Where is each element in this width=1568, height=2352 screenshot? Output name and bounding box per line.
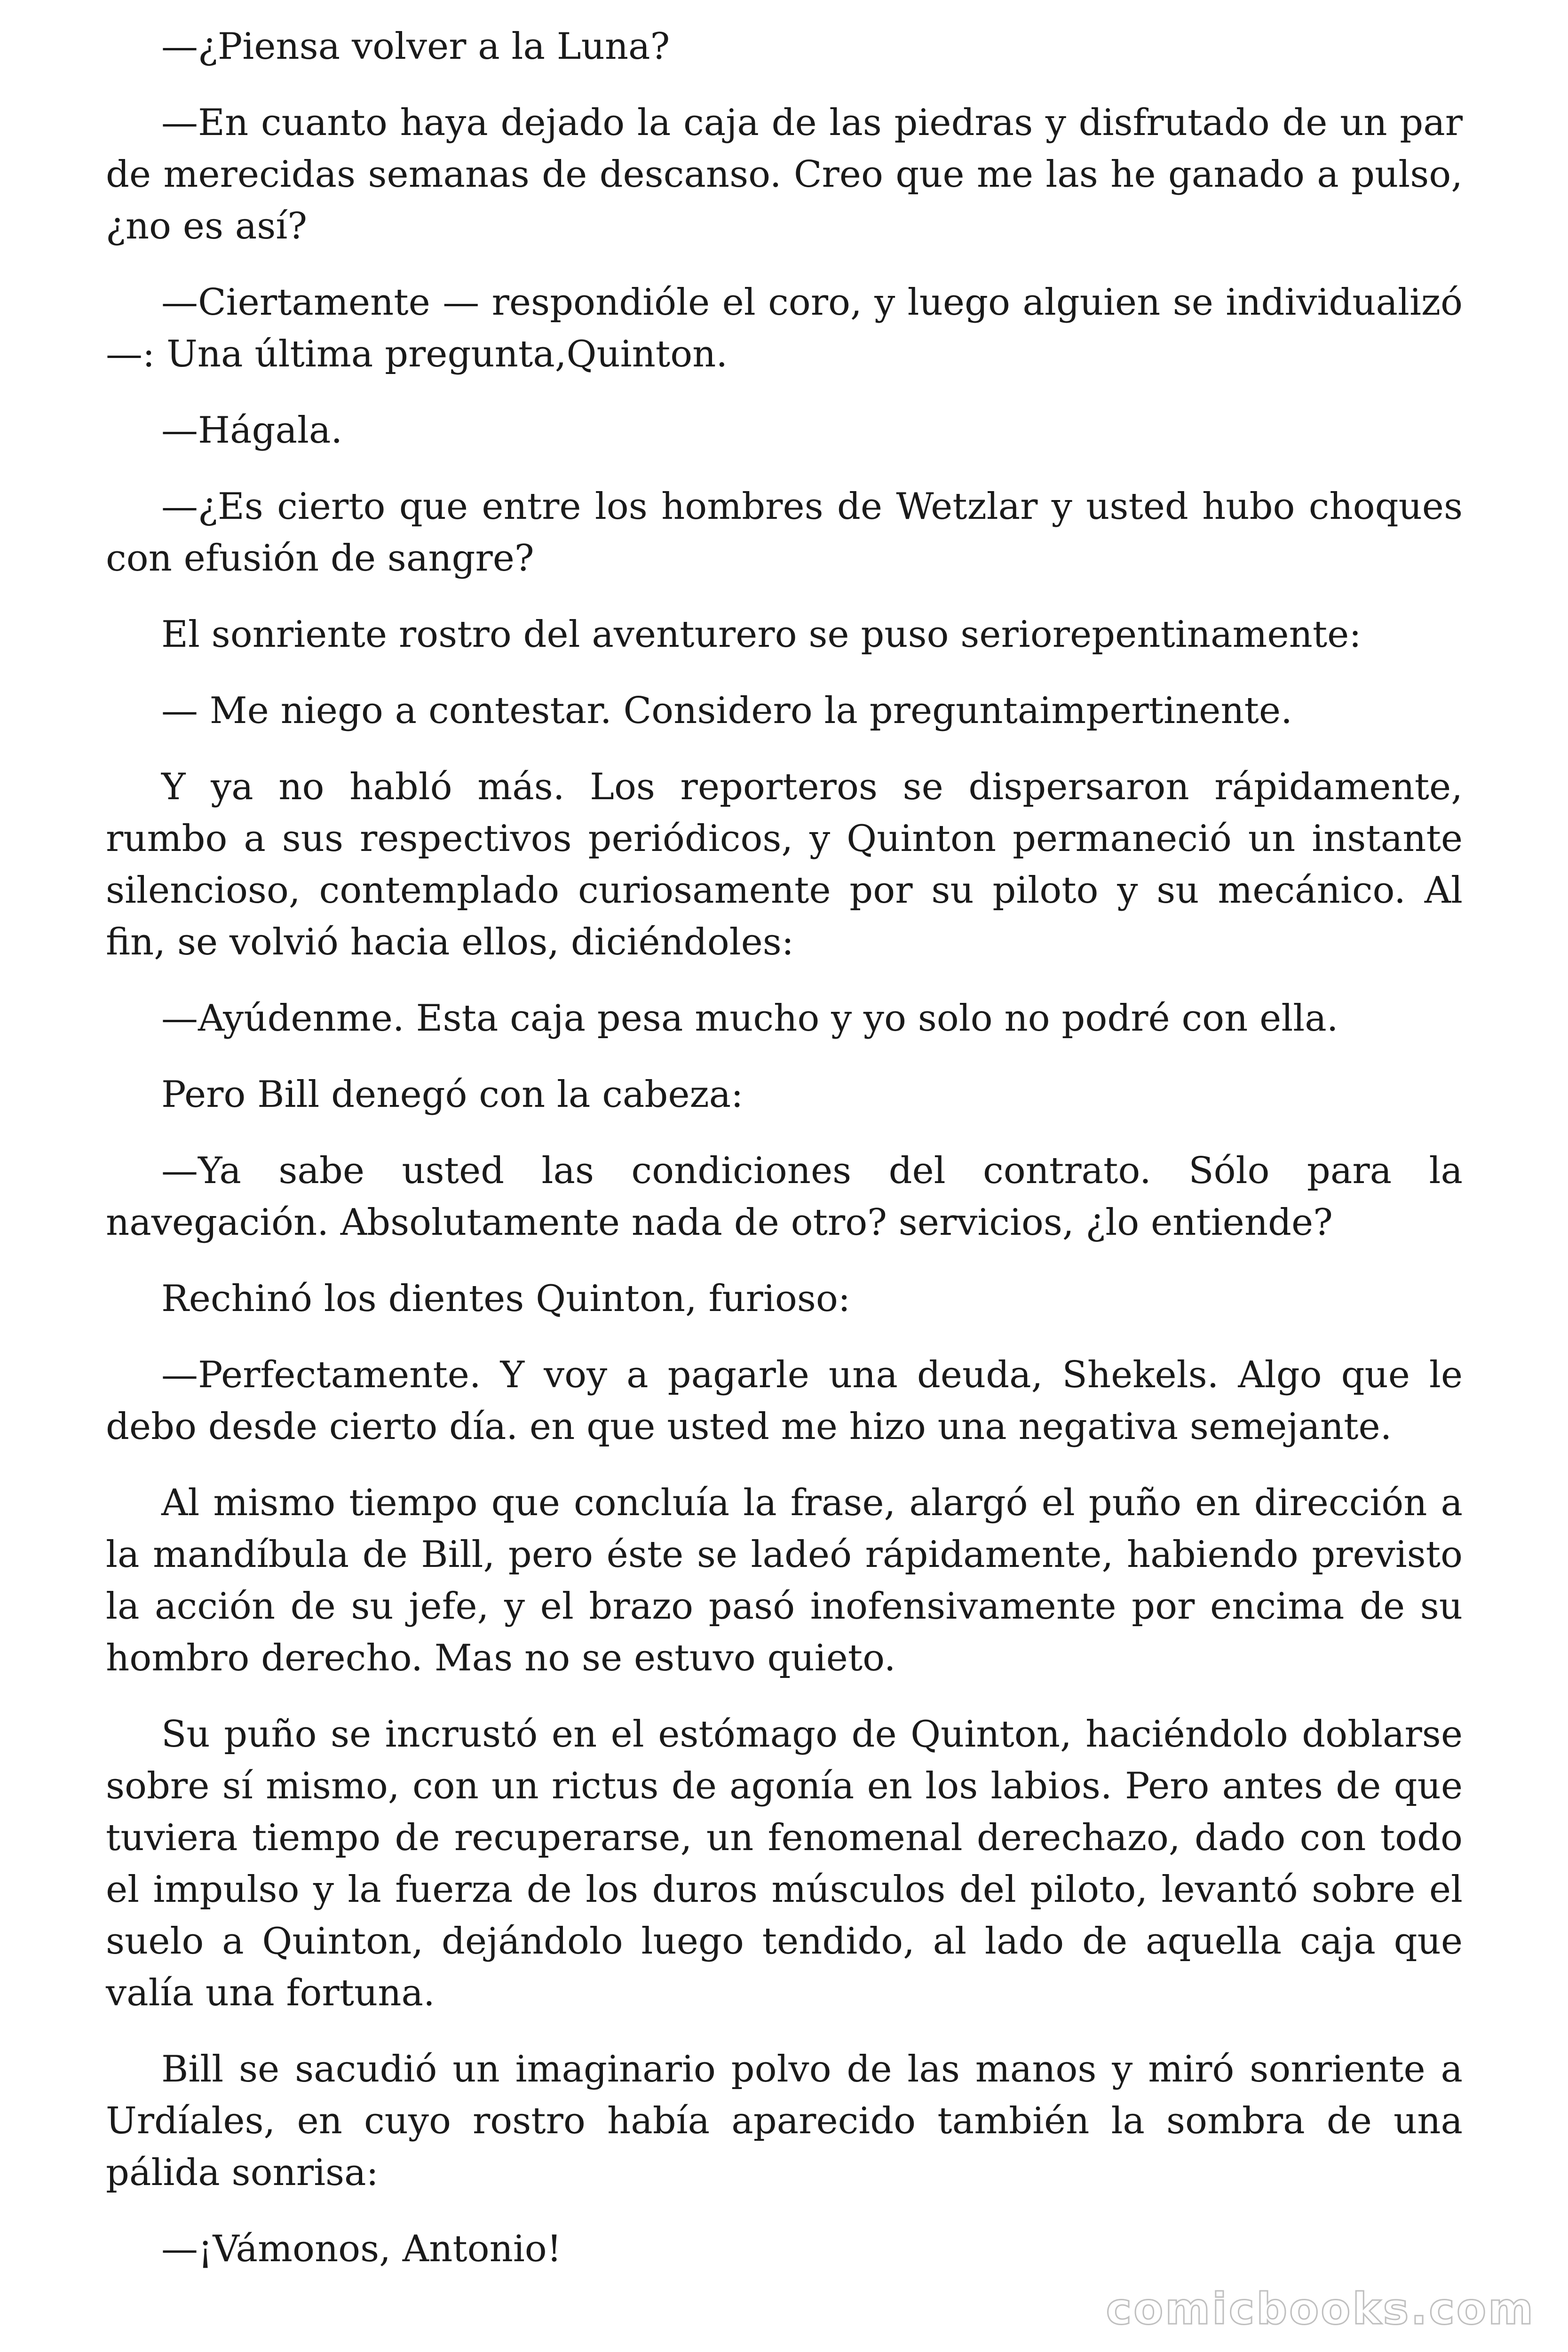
paragraph: —Ciertamente — respondióle el coro, y luego alguien se individualizó—: Una última pregunta,Quinton. [106, 281, 1463, 375]
paragraph: El sonriente rostro del aventurero se puso seriorepentinamente: [161, 613, 1362, 656]
paragraph: —¿Piensa volver a la Luna? [161, 25, 670, 68]
paragraph: —Ayúdenme. Esta caja pesa mucho y yo solo no podré con ella. [161, 997, 1338, 1040]
paragraph: —¡Vámonos, Antonio! [161, 2228, 562, 2270]
paragraph: —Ya sabe usted las condiciones del contrato. Sólo para la navegación. Absolutamente nada de otro? servicios, ¿lo entiende? [106, 1150, 1463, 1244]
paragraph: Su puño se incrustó en el estómago de Quinton, haciéndolo doblarse sobre sí mismo, con un rictus de agonía en los labios. Pero antes de que tuviera tiempo de recuperarse, un fenomenal derechazo, dado con todo el impulso y la fuerza de los duros músculos del piloto, levantó sobre el suelo a Quinton, dejándolo luego tendido, al lado de aquella caja que valía una fortuna. [106, 1713, 1463, 2014]
watermark: comicbooks.com [1106, 2284, 1535, 2334]
body-text [106, 21, 1463, 2275]
paragraph: — Me niego a contestar. Considero la preguntaimpertinente. [161, 690, 1292, 732]
paragraph: —Perfectamente. Y voy a pagarle una deuda, Shekels. Algo que le debo desde cierto día. en que usted me hizo una negativa semejante. [106, 1354, 1463, 1448]
paragraph: Pero Bill denegó con la cabeza: [161, 1073, 744, 1116]
paragraph: —¿Es cierto que entre los hombres de Wetzlar y usted hubo choques con efusión de sangre? [106, 485, 1463, 580]
paragraph: Rechinó los dientes Quinton, furioso: [161, 1278, 851, 1320]
paragraph: —Hágala. [161, 409, 343, 452]
paragraph: Al mismo tiempo que concluía la frase, alargó el puño en dirección a la mandíbula de Bill, pero éste se ladeó rápidamente, habiendo previsto la acción de su jefe, y el brazo pasó inofensivamente por encima de su hombro derecho. Mas no se estuvo quieto. [106, 1482, 1463, 1679]
paragraph: Bill se sacudió un imaginario polvo de las manos y miró sonriente a Urdíales, en cuyo rostro había aparecido también la sombra de una pálida sonrisa: [106, 2048, 1463, 2194]
paragraph: Y ya no habló más. Los reporteros se dispersaron rápidamente, rumbo a sus respectivos periódicos, y Quinton permaneció un instante silencioso, contemplado curiosamente por su piloto y su mecánico. Al fin, se volvió hacia ellos, diciéndoles: [106, 766, 1463, 963]
paragraph: —En cuanto haya dejado la caja de las piedras y disfrutado de un par de merecidas semanas de descanso. Creo que me las he ganado a pulso, ¿no es así? [106, 102, 1463, 247]
